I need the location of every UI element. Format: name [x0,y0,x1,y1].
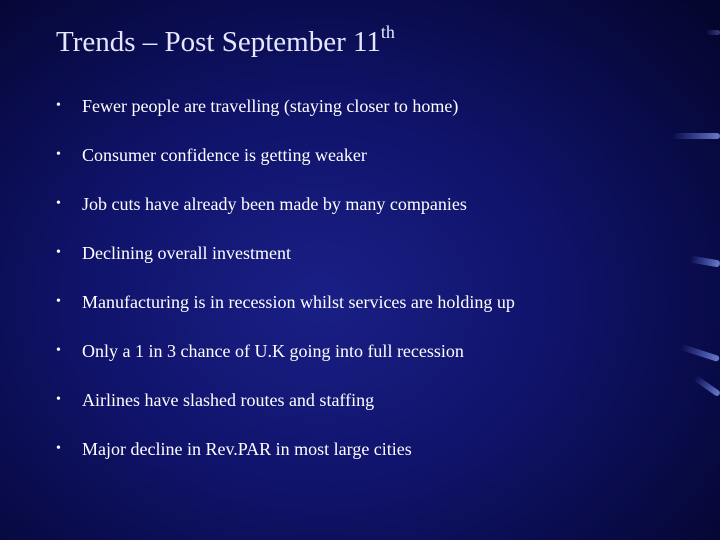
bullet-icon: • [56,343,61,358]
bullet-icon: • [56,294,61,309]
bullet-icon: • [56,196,61,211]
bullet-text: Declining overall investment [82,243,291,263]
bullet-text: Manufacturing is in recession whilst services are holding up [82,292,515,312]
bullet-text: Only a 1 in 3 chance of U.K going into full recession [82,341,464,361]
bullet-icon: • [56,245,61,260]
bullet-text: Job cuts have already been made by many companies [82,194,467,214]
slide-title-text: Trends – Post September 11 [56,26,381,58]
bullet-text: Consumer confidence is getting weaker [82,145,367,165]
decorative-streak [706,30,720,35]
decorative-streak [690,255,720,267]
slide-title-superscript: th [380,22,395,42]
bullet-text: Fewer people are travelling (staying closer to home) [82,96,459,116]
bullet-text: Major decline in Rev.PAR in most large cities [82,439,412,459]
bullet-icon: • [56,147,61,162]
bullet-icon: • [56,441,61,456]
bullet-text: Airlines have slashed routes and staffing [82,390,375,410]
bullet-icon: • [56,98,61,113]
decorative-streak [680,344,720,362]
decorative-streak [672,133,720,139]
decorative-streak [693,375,720,397]
slide-title [56,22,395,59]
bullet-icon: • [56,392,61,407]
